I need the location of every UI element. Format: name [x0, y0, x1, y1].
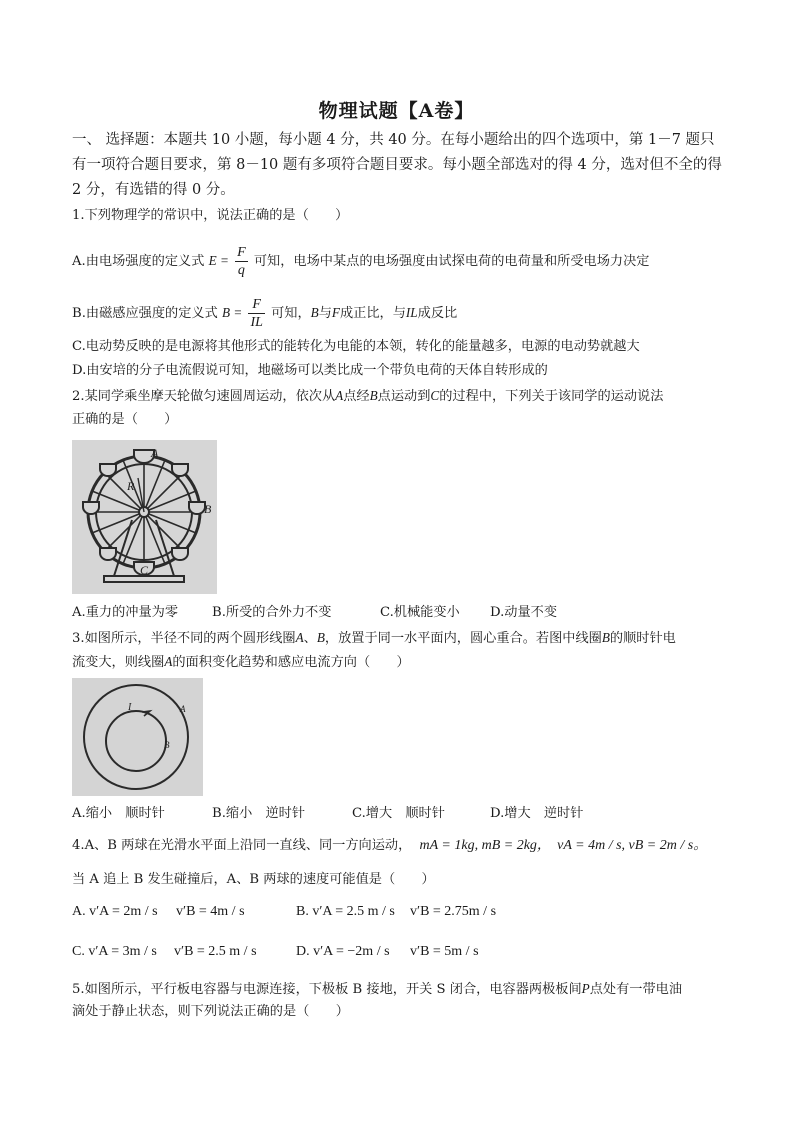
q1-option-c: C.电动势反映的是电源将其他形式的能转化为电能的本领，转化的能量越多，电源的电动势就越大 — [72, 339, 640, 354]
q4-stem-line1: 4.A、B 两球在光滑水平面上沿同一直线、同一方向运动， mA = 1kg, mB = 2kg， vA = 4m / s, vB = 2m / s。 — [72, 838, 708, 853]
label-point-c: C — [140, 563, 149, 577]
label-coil-b: B — [164, 740, 170, 750]
q4-option-a-vb: v′B = 4m / s — [176, 904, 245, 919]
q5-stem-line2: 滴处于静止状态，则下列说法正确的是（ ） — [72, 1004, 349, 1019]
q4-option-c-vb: v′B = 2.5 m / s — [174, 944, 257, 959]
label-point-a: A — [151, 446, 159, 460]
q4-option-a-va: A. v′A = 2m / s — [72, 904, 158, 919]
q2-stem-line2: 正确的是（ ） — [72, 412, 178, 427]
q1-option-d: D.由安培的分子电流假说可知，地磁场可以类比成一个带负电荷的天体自转形成的 — [72, 363, 548, 378]
q3-option-c: C.增大 顺时针 — [352, 806, 445, 821]
q3-stem-line1: 3.如图所示，半径不同的两个圆形线圈A、B，放置于同一水平面内，圆心重合。若图中线圈B的顺时针电 — [72, 630, 676, 646]
label-point-b: B — [204, 502, 212, 516]
q3-option-a: A.缩小 顺时针 — [72, 806, 165, 821]
q4-option-d-vb: v′B = 5m / s — [410, 944, 479, 959]
q4-given-velocity: vA = 4m / s, vB = 2m / s。 — [557, 838, 708, 853]
q3-stem-line2: 流变大，则线圈A的面积变化趋势和感应电流方向（ ） — [72, 654, 410, 670]
q4-stem-line2: 当 A 追上 B 发生碰撞后，A、B 两球的速度可能值是（ ） — [72, 872, 435, 887]
section-instructions: 一、 选择题：本题共 10 小题，每小题 4 分，共 40 分。在每小题给出的四个选项中，第 1－7 题只有一项符合题目要求，第 8－10 题有多项符合题目要求。每小题全部选对的得 4 分，选对但不全的得 2 分，有选错的得 0 分。 — [72, 132, 722, 198]
q2-option-a: A.重力的冲量为零 — [72, 605, 179, 620]
concentric-coils-drawing — [72, 678, 203, 796]
q3-option-b: B.缩小 逆时针 — [212, 806, 306, 821]
q2-option-c: C.机械能变小 — [380, 605, 460, 620]
q1-stem: 1.下列物理学的常识中，说法正确的是（ ） — [72, 208, 349, 223]
q5-stem-line1: 5.如图所示，平行板电容器与电源连接，下极板 B 接地，开关 S 闭合，电容器两极板间P点处有一带电油 — [72, 981, 683, 997]
q4-option-b-va: B. v′A = 2.5 m / s — [296, 904, 395, 919]
q2-stem-line1: 2.某同学乘坐摩天轮做匀速圆周运动，依次从A点经B点运动到C的过程中，下列关于该同学的运动说法 — [72, 388, 664, 404]
label-radius-r: R — [127, 479, 135, 493]
q2-option-b: B.所受的合外力不变 — [212, 605, 332, 620]
q4-option-d-va: D. v′A = −2m / s — [296, 944, 390, 959]
q1-option-a: A.由电场强度的定义式 E = $\frac{F}{q}$ 可知，电场中某点的电场强度由试探电荷的电荷量和所受电场力决定 — [72, 245, 650, 278]
q1-option-b: B.由磁感应强度的定义式 B = $\frac{F}{IL}$ 可知，B与F成正比，与IL成反比 — [72, 297, 458, 330]
ferris-wheel-figure — [72, 440, 217, 594]
label-coil-a: A — [180, 704, 186, 714]
q1-b-fraction: $\frac{F}{IL}$ — [250, 297, 263, 330]
coil-figure — [72, 678, 203, 796]
q1-a-fraction: $\frac{F}{q}$ — [237, 245, 246, 278]
q2-option-d: D.动量不变 — [490, 605, 558, 620]
ferris-wheel-drawing — [72, 440, 217, 594]
label-current-i: I — [128, 702, 132, 713]
q4-given-mass: mA = 1kg, mB = 2kg， — [419, 838, 551, 853]
page-title: 物理试题【A卷】 — [318, 100, 475, 122]
q4-option-b-vb: v′B = 2.75m / s — [410, 904, 497, 919]
q3-option-d: D.增大 逆时针 — [490, 806, 584, 821]
q4-option-c-va: C. v′A = 3m / s — [72, 944, 157, 959]
